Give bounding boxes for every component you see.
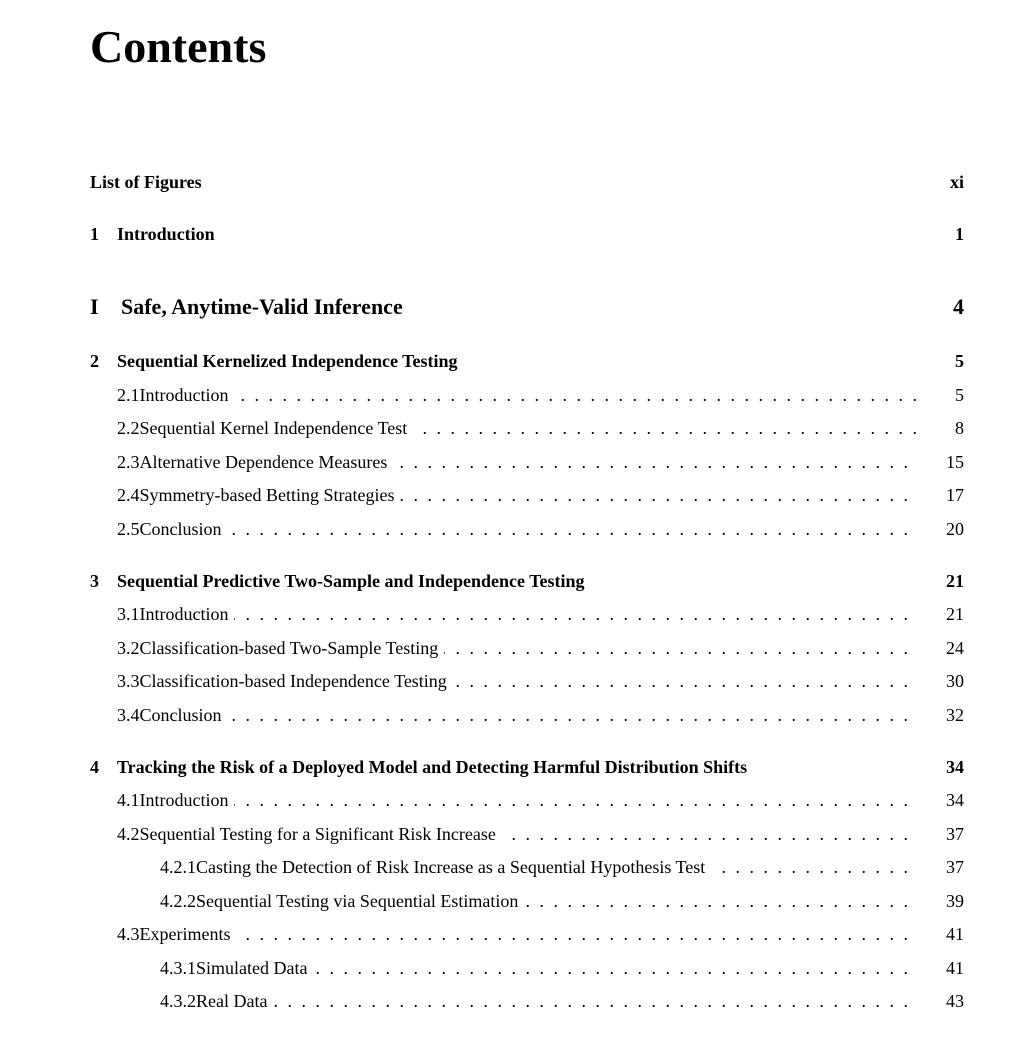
dot-leader (234, 789, 908, 811)
toc-entry-number: 2.5 (117, 519, 140, 539)
toc-entry-number: I (90, 294, 99, 319)
dot-leader (234, 603, 908, 625)
toc-entry-number: 2 (90, 351, 99, 371)
toc-entry-title: Sequential Predictive Two-Sample and Independence Testing (117, 571, 585, 591)
toc-entry-title: Safe, Anytime-Valid Inference (121, 294, 403, 319)
toc-entry-section[interactable] (117, 637, 964, 659)
toc-entry-number: 3.4 (117, 705, 140, 725)
toc-entry-page: 37 (946, 824, 964, 844)
toc-entry-section[interactable] (117, 923, 964, 945)
toc-entry-title: Introduction (139, 385, 229, 405)
toc-entry-number: 3.1 (117, 604, 140, 624)
toc-entry-title: List of Figures (90, 172, 202, 192)
dot-leader (502, 823, 908, 845)
toc-entry-number: 3 (90, 571, 99, 591)
toc-entry-list-of-figures[interactable] (90, 171, 964, 193)
toc-entry-page: 4 (953, 294, 964, 319)
toc-entry-page: 30 (946, 671, 964, 691)
toc-entry-subsection[interactable] (160, 990, 964, 1012)
toc-entry-page: 8 (955, 418, 964, 438)
toc-entry-number: 2.1 (117, 385, 140, 405)
toc-entry-number: 2.4 (117, 485, 140, 505)
dot-leader (313, 957, 908, 979)
toc-entry-page: 43 (946, 991, 964, 1011)
toc-entry-title: Sequential Kernelized Independence Testing (117, 351, 458, 371)
toc-entry-title: Real Data (196, 991, 268, 1011)
toc-entry-title: Introduction (139, 790, 229, 810)
toc-entry-section[interactable] (117, 384, 964, 406)
toc-entry-chapter-3[interactable] (90, 570, 964, 592)
toc-entry-subsection[interactable] (160, 856, 964, 878)
dot-leader (393, 451, 908, 473)
dot-leader (524, 890, 908, 912)
toc-entry-number: 4.2.2 (160, 891, 196, 911)
toc-entry-title: Casting the Detection of Risk Increase as a Sequential Hypothesis Test (196, 857, 706, 877)
toc-entry-page: 24 (946, 638, 964, 658)
toc-entry-title: Introduction (139, 604, 229, 624)
toc-entry-section[interactable] (117, 704, 964, 726)
toc-entry-title: Sequential Kernel Independence Test (139, 418, 408, 438)
toc-entry-page: 37 (946, 857, 964, 877)
toc-entry-page: 1 (955, 224, 964, 244)
toc-entry-page: 20 (946, 519, 964, 539)
toc-entry-title: Alternative Dependence Measures (139, 452, 388, 472)
toc-entry-section[interactable] (117, 417, 964, 439)
toc-entry-part-1[interactable] (90, 294, 964, 320)
toc-entry-page: 17 (946, 485, 964, 505)
dot-leader (444, 637, 908, 659)
toc-entry-page: 34 (946, 790, 964, 810)
toc-entry-title: Sequential Testing for a Significant Risk Increase (139, 824, 496, 844)
toc-entry-number: 4.3 (117, 924, 140, 944)
toc-entry-page: 41 (946, 958, 964, 978)
toc-entry-number: 4.2 (117, 824, 140, 844)
toc-entry-section[interactable] (117, 823, 964, 845)
toc-entry-section[interactable] (117, 451, 964, 473)
dot-leader (711, 856, 908, 878)
toc-entry-number: 4.2.1 (160, 857, 196, 877)
toc-entry-title: Symmetry-based Betting Strategies (139, 485, 395, 505)
toc-entry-section[interactable] (117, 670, 964, 692)
toc-entry-title: Experiments (139, 924, 231, 944)
toc-entry-title: Classification-based Two-Sample Testing (139, 638, 439, 658)
toc-entry-page: 21 (946, 604, 964, 624)
dot-leader (413, 417, 917, 439)
toc-entry-title: Tracking the Risk of a Deployed Model and Detecting Harmful Distribution Shifts (117, 757, 748, 777)
toc-entry-number: 2.2 (117, 418, 140, 438)
toc-entry-title: Introduction (117, 224, 215, 244)
dot-leader (228, 518, 908, 540)
toc-entry-page: 32 (946, 705, 964, 725)
dot-leader (453, 670, 908, 692)
toc-entry-title: Conclusion (139, 519, 222, 539)
toc-entry-number: 3.3 (117, 671, 140, 691)
toc-entry-section[interactable] (117, 484, 964, 506)
toc-entry-page: 34 (946, 757, 964, 777)
toc-entry-page: 39 (946, 891, 964, 911)
toc-entry-page: 15 (946, 452, 964, 472)
toc-entry-page: xi (949, 172, 964, 192)
toc-entry-page: 21 (946, 571, 964, 591)
toc-entry-number: 4.3.2 (160, 991, 196, 1011)
dot-leader (400, 484, 908, 506)
toc-entry-section[interactable] (117, 603, 964, 625)
toc-entry-section[interactable] (117, 789, 964, 811)
toc-entry-number: 4.1 (117, 790, 140, 810)
toc-entry-page: 5 (955, 351, 964, 371)
toc-entry-number: 3.2 (117, 638, 140, 658)
toc-entry-number: 1 (90, 224, 99, 244)
toc-entry-title: Sequential Testing via Sequential Estimation (196, 891, 519, 911)
toc-entry-number: 2.3 (117, 452, 140, 472)
toc-entry-title: Classification-based Independence Testing (139, 671, 447, 691)
toc-entry-number: 4 (90, 757, 99, 777)
toc-entry-chapter-2[interactable] (90, 350, 964, 372)
page-title: Contents (90, 21, 267, 72)
toc-entry-chapter-4[interactable] (90, 756, 964, 778)
toc-entry-chapter-1[interactable] (90, 223, 964, 245)
dot-leader (273, 990, 908, 1012)
toc-entry-title: Conclusion (139, 705, 222, 725)
toc-entry-number: 4.3.1 (160, 958, 196, 978)
toc-entry-title: Simulated Data (196, 958, 308, 978)
toc-entry-subsection[interactable] (160, 890, 964, 912)
toc-entry-section[interactable] (117, 518, 964, 540)
toc-entry-subsection[interactable] (160, 957, 964, 979)
toc-entry-page: 41 (946, 924, 964, 944)
dot-leader (236, 923, 908, 945)
toc-entry-page: 5 (955, 385, 964, 405)
dot-leader (234, 384, 917, 406)
dot-leader (228, 704, 908, 726)
